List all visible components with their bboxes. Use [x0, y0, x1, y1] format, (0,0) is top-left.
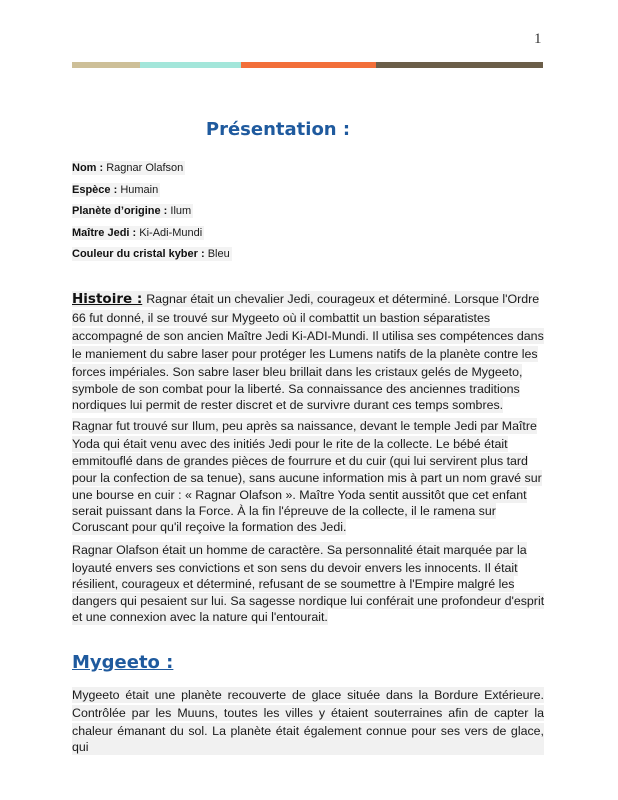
paragraph-line: emmitouflé dans de grandes pièces de fourrure et du cuir (qui lui servirent plus tard: [72, 454, 528, 468]
page-number: 1: [534, 31, 542, 47]
field-value: Bleu: [207, 248, 230, 260]
field-label: Couleur du cristal kyber :: [72, 248, 205, 260]
info-field: [72, 247, 232, 261]
paragraph-line: Yoda qui était venu avec des initiés Jedi pour le rite de la collecte. Le bébé était: [72, 437, 508, 451]
paragraph-line: Ragnar Olafson était un homme de caractère. Sa personnalité était marquée par la: [72, 543, 527, 557]
section-heading-histoire: Histoire :: [72, 291, 143, 307]
paragraph-line: serait puissant dans la Force. À la fin l'épreuve de la collecte, il le ramena sur: [72, 504, 496, 518]
paragraph-line: symbole de son combat pour la liberté. Sa connaissance des anciennes traditions: [72, 382, 520, 396]
info-field: [72, 226, 204, 240]
field-value: Ki-Adi-Mundi: [139, 227, 203, 239]
paragraph-line: accompagné de son ancien Maître Jedi Ki-ADI-Mundi. Il utilisa ses compétences dans: [72, 329, 544, 343]
paragraph-line: 66 fut donné, il se trouvé sur Mygeeto où il combattit un bastion séparatistes: [72, 311, 491, 325]
paragraph-line: chaleur émanant du sol. La planète était également connue pour ses vers de glace, qui: [72, 724, 544, 754]
paragraph-line: forces impériales. Son sabre laser bleu brillait dans les cristaux gelés de Mygeeto,: [72, 365, 523, 379]
header-bar-segment: [376, 62, 543, 68]
header-bar-segment: [140, 62, 241, 68]
page-title-text: Présentation :: [205, 119, 351, 140]
paragraph-line: Ragnar fut trouvé sur Ilum, peu après sa naissance, devant le temple Jedi par Maître: [72, 419, 537, 433]
paragraph-line: le maniement du sabre laser pour protéger les Lumens natifs de la planète contre les: [72, 347, 538, 361]
field-label: Maître Jedi :: [72, 227, 137, 239]
field-value: Humain: [120, 184, 159, 196]
section-heading-mygeeto: Mygeeto :: [72, 652, 174, 673]
header-bar-segment: [241, 62, 376, 68]
paragraph-line: Mygeeto était une planète recouverte de glace située dans la Bordure Extérieure.: [72, 688, 544, 702]
field-label: Espèce :: [72, 184, 118, 196]
info-field: [72, 183, 160, 197]
field-label: Planète d’origine :: [72, 205, 168, 217]
paragraph-line: Contrôlée par les Muuns, toutes les villes y étaient souterraines afin de capter la: [72, 706, 544, 720]
line-text: Ragnar était un chevalier Jedi, courageux et déterminé. Lorsque l'Ordre: [146, 292, 540, 306]
header-bar-segment: [72, 62, 140, 68]
paragraph-line: loyauté envers ses convictions et son sens du devoir envers les innocents. Il était: [72, 561, 518, 575]
page-title: [0, 119, 618, 140]
field-value: Ilum: [170, 205, 192, 217]
paragraph-line: Coruscant pour qu'il reçoive la formation des Jedi.: [72, 520, 347, 534]
paragraph-line: résilient, courageux et déterminé, refusant de se soumettre à l'Empire malgré les: [72, 577, 515, 591]
field-value: Ragnar Olafson: [106, 162, 184, 174]
info-field: [72, 204, 193, 218]
paragraph-line: [72, 291, 539, 307]
paragraph-line: nordiques lui permit de rester discret et de survivre durant ces temps sombres.: [72, 398, 504, 412]
paragraph-line: et une connexion avec la nature qui l'entourait.: [72, 610, 328, 624]
info-field: [72, 161, 185, 175]
field-label: Nom :: [72, 162, 104, 174]
paragraph-line: dangers qui pesaient sur lui. Sa sagesse nordique lui conférait une profondeur d'esprit: [72, 594, 545, 608]
paragraph-line: pour la confection de sa tenue), sans aucune information mis à part un nom gravé sur: [72, 471, 542, 485]
paragraph-line: une bourse en cuir : « Ragnar Olafson ». Maître Yoda sentit aussitôt que cet enfant: [72, 488, 527, 502]
